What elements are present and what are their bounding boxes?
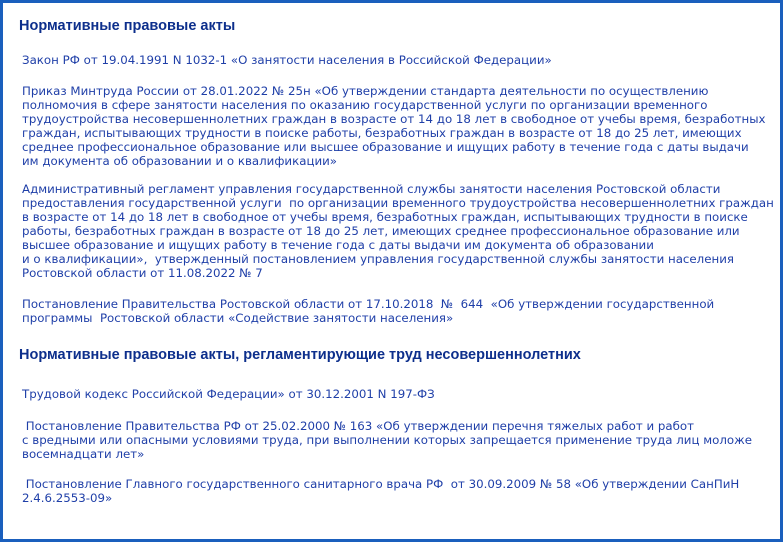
section-heading-minors-labor: Нормативные правовые акты, регламентирующие труд несовершеннолетних xyxy=(19,347,581,363)
text-line: Трудовой кодекс Российской Федерации» от 30.12.2001 N 197-ФЗ xyxy=(22,387,435,401)
document-item-employment-law xyxy=(22,53,552,67)
text-line: граждан, испытывающих трудности в поиске работы, безработных граждан в возрасте от 18 до 25 лет, имеющих xyxy=(22,126,742,140)
text-line: в возрасте от 14 до 18 лет в свободное от учебы время, безработных граждан, испытывающих трудности в поиске xyxy=(22,210,748,224)
document-item-mintrud-order xyxy=(22,84,766,168)
text-line: Приказ Минтруда России от 28.01.2022 № 25н «Об утверждении стандарта деятельности по осуществлению xyxy=(22,84,709,98)
text-line: Постановление Правительства РФ от 25.02.2000 № 163 «Об утверждении перечня тяжелых работ и работ xyxy=(22,419,694,433)
text-line: предоставления государственной услуги по организации временного трудоустройства несовершеннолетних граждан xyxy=(22,196,774,210)
text-line: полномочия в сфере занятости населения по оказанию государственной услуги по организации временного xyxy=(22,98,708,112)
text-line: работы, безработных граждан в возрасте от 18 до 25 лет, имеющих среднее профессиональное образование или xyxy=(22,224,740,238)
text-line: Ростовской области от 11.08.2022 № 7 xyxy=(22,266,263,280)
document-item-labor-code xyxy=(22,387,435,401)
document-item-admin-regulation xyxy=(22,182,774,280)
text-line: им документа об образовании и о квалификации» xyxy=(22,154,338,168)
text-line: трудоустройства несовершеннолетних граждан в возрасте от 14 до 18 лет в свободное от учебы время, безработных xyxy=(22,112,766,126)
text-line: высшее образование и ищущих работу в течение года с даты выдачи им документа об образовании xyxy=(22,238,654,252)
text-line: и о квалификации», утвержденный постановлением управления государственной службы занятости населения xyxy=(22,252,734,266)
document-item-sanpin-resolution xyxy=(22,477,739,505)
text-line: Закон РФ от 19.04.1991 N 1032-1 «О занятости населения в Российской Федерации» xyxy=(22,53,552,67)
section-heading-legal-acts: Нормативные правовые акты xyxy=(19,18,236,34)
text-line: среднее профессиональное образование или высшее образование и ищущих работу в течение года с даты выдачи xyxy=(22,140,749,154)
text-line: восемнадцати лет» xyxy=(22,447,145,461)
document-item-rostov-resolution xyxy=(22,297,714,325)
text-line: Постановление Правительства Ростовской области от 17.10.2018 № 644 «Об утверждении государственной xyxy=(22,297,715,311)
text-line: Административный регламент управления государственной службы занятости населения Ростовской области xyxy=(22,182,721,196)
text-line: Постановление Главного государственного санитарного врача РФ от 30.09.2009 № 58 «Об утверждении СанПиН xyxy=(22,477,740,491)
text-line: программы Ростовской области «Содействие занятости населения» xyxy=(22,311,454,325)
text-line: с вредными или опасными условиями труда, при выполнении которых запрещается применение труда лиц моложе xyxy=(22,433,752,447)
text-line: 2.4.6.2553-09» xyxy=(22,491,113,505)
document-item-government-resolution-163 xyxy=(22,419,752,461)
